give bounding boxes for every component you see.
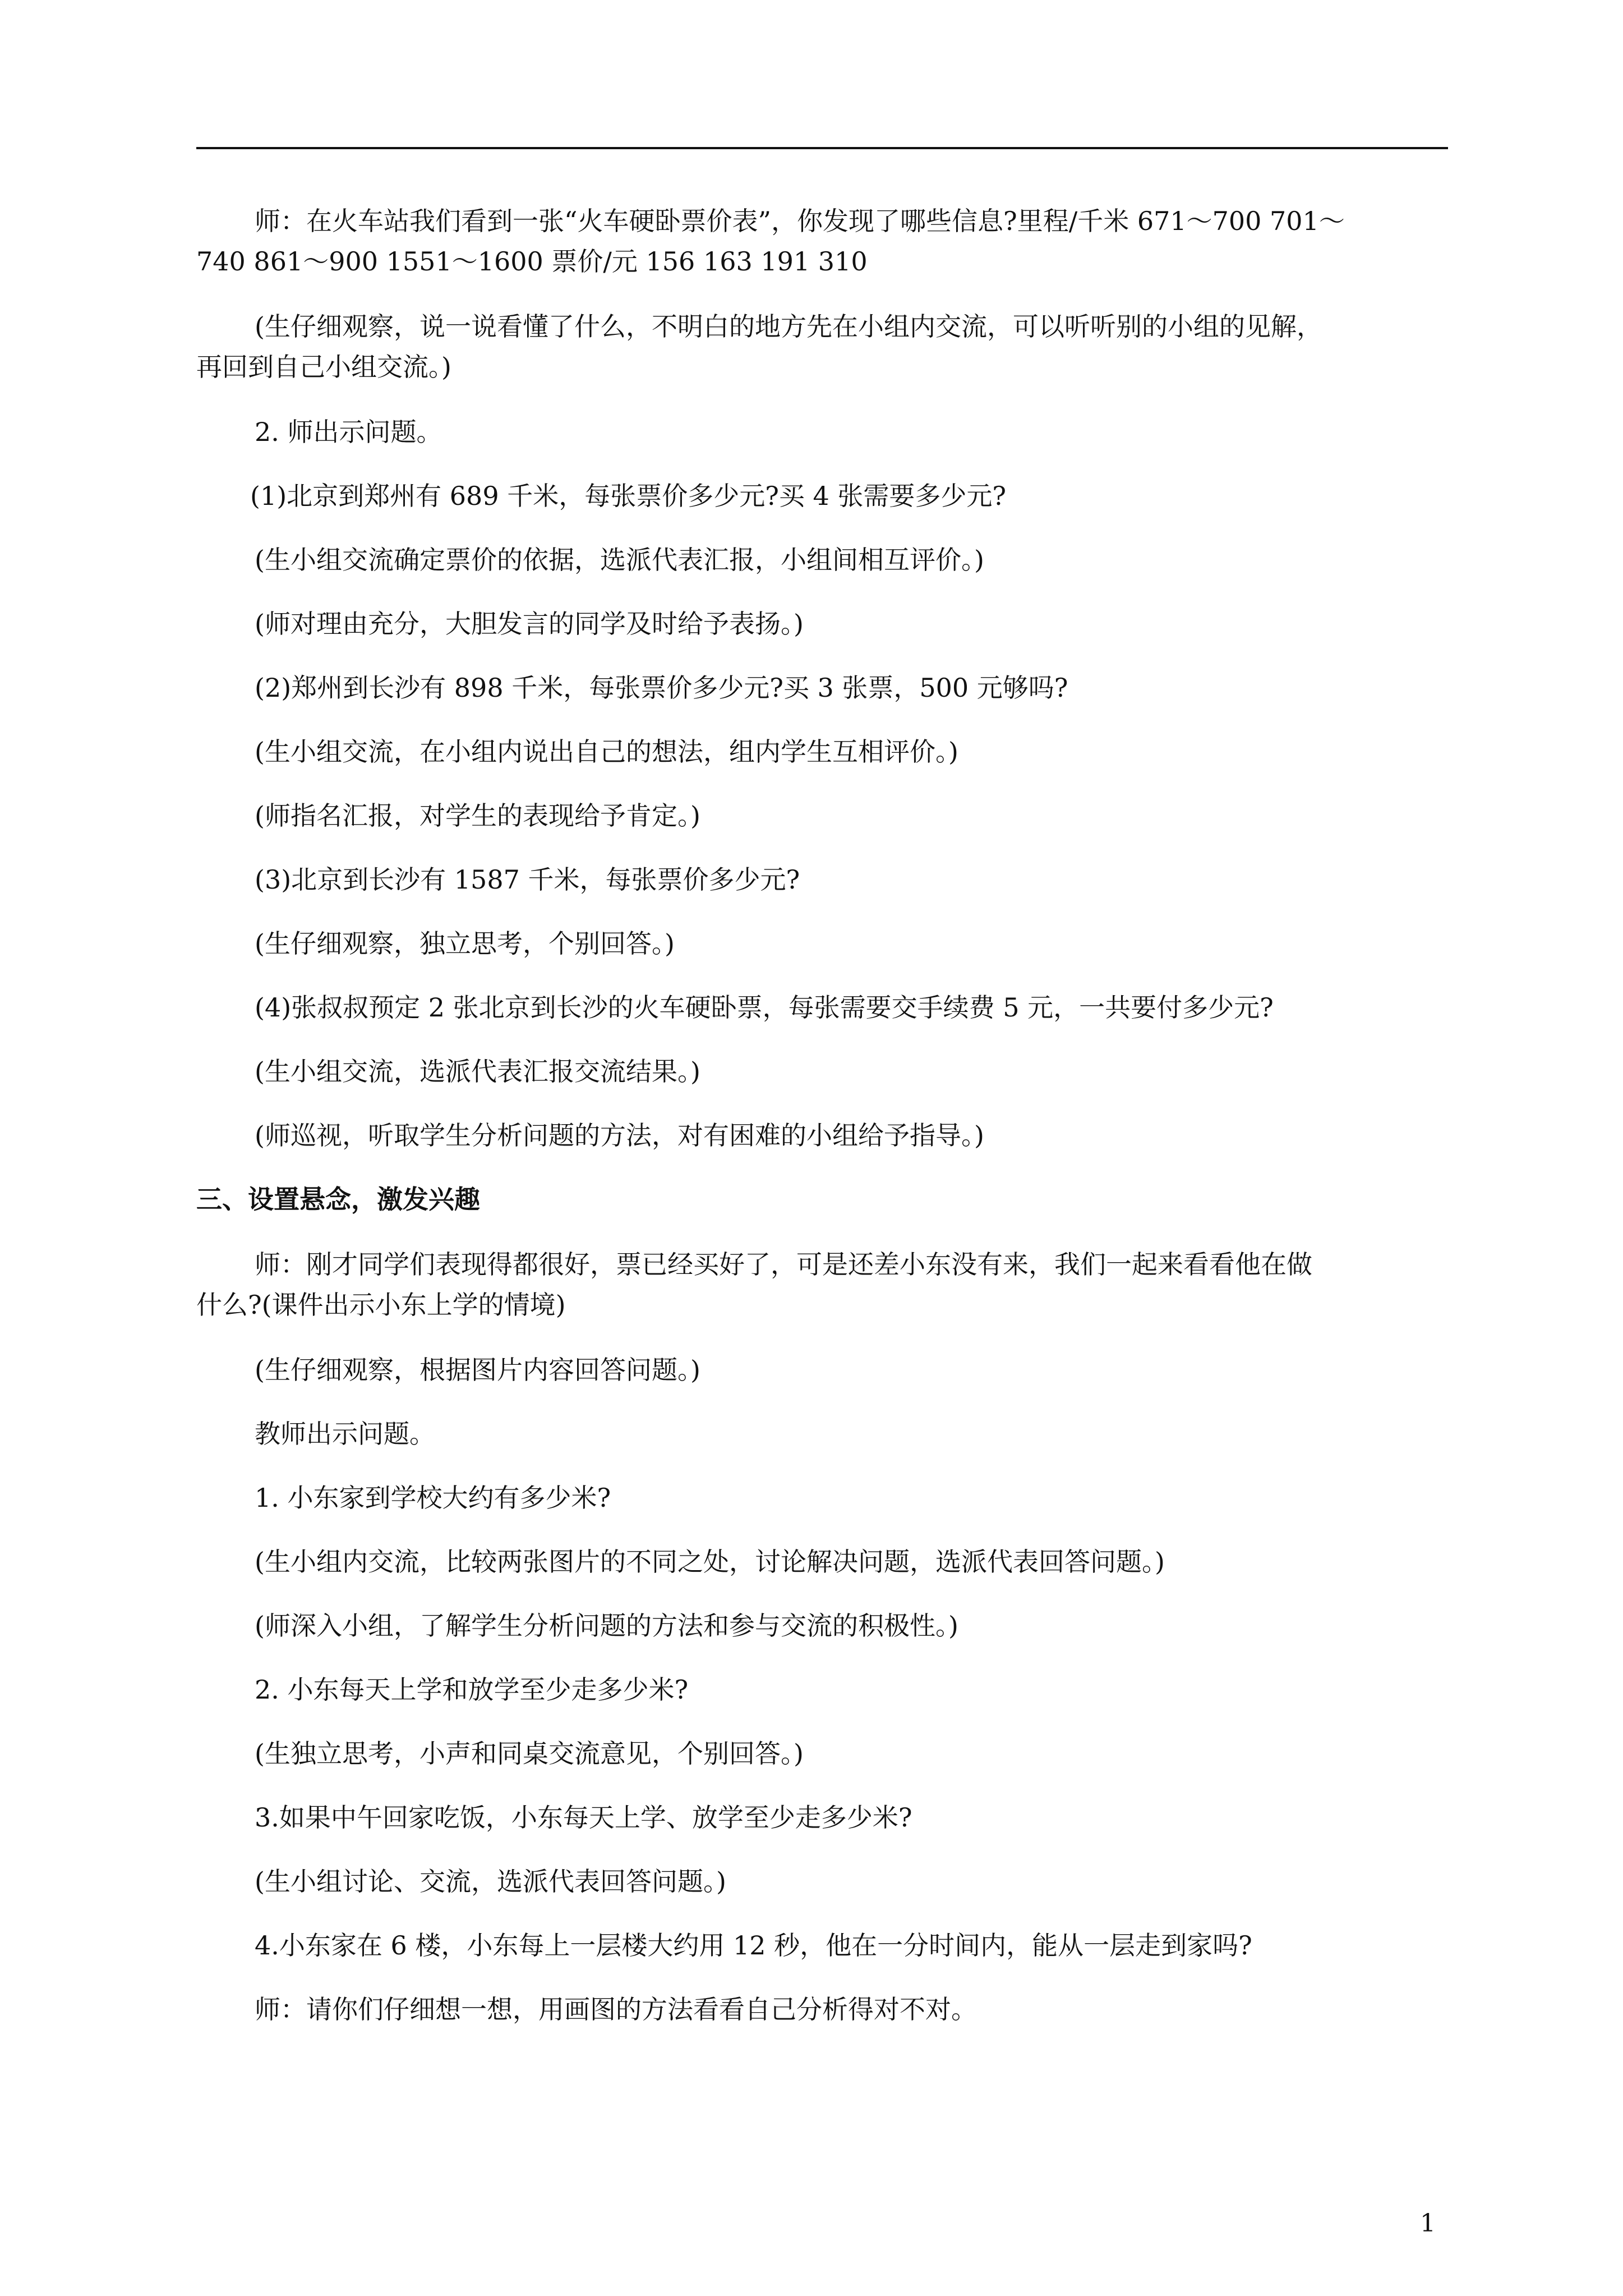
paragraph: 1. 小东家到学校大约有多少米? bbox=[255, 1483, 611, 1513]
paragraph: 3.如果中午回家吃饭，小东每天上学、放学至少走多少米? bbox=[255, 1802, 912, 1833]
paragraph: (师指名汇报，对学生的表现给予肯定。) bbox=[255, 800, 700, 831]
header-divider bbox=[196, 147, 1448, 149]
paragraph: 2. 师出示问题。 bbox=[255, 417, 442, 447]
paragraph: (4)张叔叔预定 2 张北京到长沙的火车硬卧票，每张需要交手续费 5 元，一共要付多少元? bbox=[255, 992, 1274, 1023]
paragraph: (生小组交流，选派代表汇报交流结果。) bbox=[255, 1056, 700, 1087]
paragraph: 2. 小东每天上学和放学至少走多少米? bbox=[255, 1674, 689, 1705]
paragraph: (师巡视，听取学生分析问题的方法，对有困难的小组给予指导。) bbox=[255, 1120, 984, 1151]
paragraph-line: 师：在火车站我们看到一张“火车硬卧票价表”，你发现了哪些信息?里程/千米 671～700 701～ bbox=[255, 206, 1345, 236]
paragraph: (3)北京到长沙有 1587 千米，每张票价多少元? bbox=[255, 864, 800, 895]
paragraph: (生小组交流确定票价的依据，选派代表汇报，小组间相互评价。) bbox=[255, 545, 984, 575]
paragraph: 4.小东家在 6 楼，小东每上一层楼大约用 12 秒，他在一分时间内，能从一层走到家吗? bbox=[255, 1930, 1252, 1961]
paragraph-line: (生仔细观察，说一说看懂了什么，不明白的地方先在小组内交流，可以听听别的小组的见解， bbox=[255, 311, 1322, 342]
paragraph: (生独立思考，小声和同桌交流意见，个别回答。) bbox=[255, 1738, 804, 1769]
paragraph: (2)郑州到长沙有 898 千米，每张票价多少元?买 3 张票，500 元够吗? bbox=[255, 673, 1068, 703]
paragraph-line: 师：刚才同学们表现得都很好，票已经买好了，可是还差小东没有来，我们一起来看看他在做 bbox=[255, 1249, 1312, 1280]
document-content bbox=[196, 201, 1448, 2030]
paragraph: (师对理由充分，大胆发言的同学及时给予表扬。) bbox=[255, 609, 804, 639]
paragraph: (生小组交流，在小组内说出自己的想法，组内学生互相评价。) bbox=[255, 737, 958, 767]
paragraph: (生小组内交流，比较两张图片的不同之处，讨论解决问题，选派代表回答问题。) bbox=[255, 1547, 1165, 1577]
paragraph-line: 740 861～900 1551～1600 票价/元 156 163 191 310 bbox=[196, 246, 868, 277]
paragraph: (师深入小组，了解学生分析问题的方法和参与交流的积极性。) bbox=[255, 1611, 958, 1641]
paragraph: (生仔细观察，独立思考，个别回答。) bbox=[255, 928, 675, 959]
paragraph: 教师出示问题。 bbox=[255, 1419, 435, 1449]
paragraph: 师：请你们仔细想一想，用画图的方法看看自己分析得对不对。 bbox=[255, 1994, 977, 2024]
paragraph: (生小组讨论、交流，选派代表回答问题。) bbox=[255, 1866, 726, 1897]
paragraph: (生仔细观察，根据图片内容回答问题。) bbox=[255, 1355, 700, 1385]
section-heading: 三、设置悬念，激发兴趣 bbox=[196, 1184, 480, 1214]
paragraph-line: 什么?(课件出示小东上学的情境) bbox=[196, 1290, 566, 1320]
page-number: 1 bbox=[1420, 2209, 1436, 2238]
paragraph-line: 再回到自己小组交流。) bbox=[196, 352, 451, 382]
paragraph: (1)北京到郑州有 689 千米，每张票价多少元?买 4 张需要多少元? bbox=[250, 481, 1007, 511]
